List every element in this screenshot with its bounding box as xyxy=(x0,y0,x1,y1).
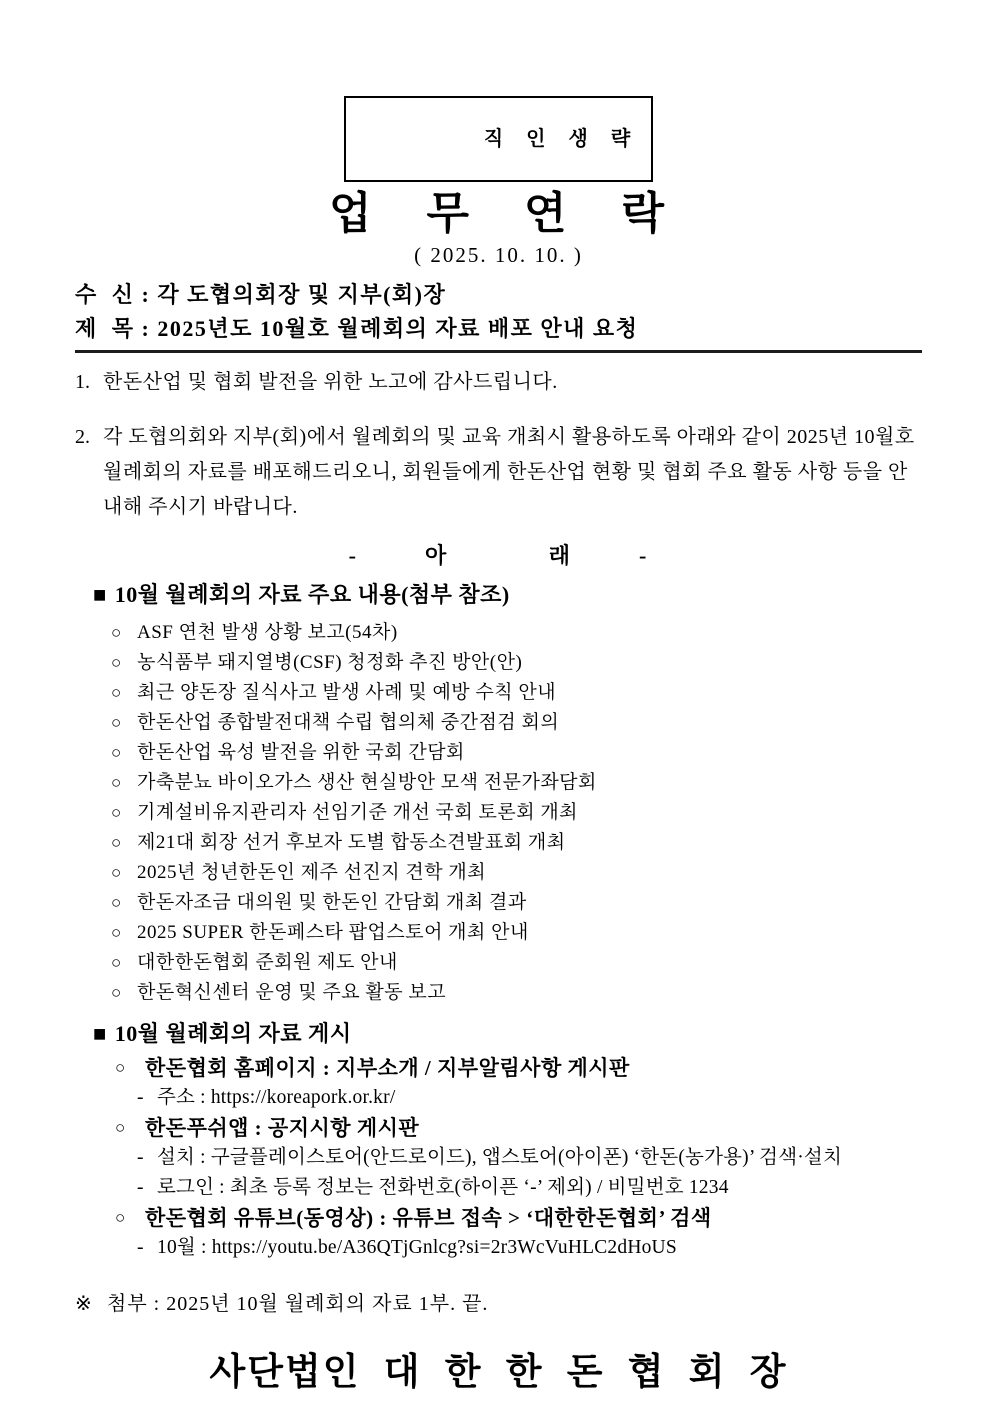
list-item-text: 최근 양돈장 질식사고 발생 사례 및 예방 수칙 안내 xyxy=(137,682,557,703)
circle-bullet-icon: ○ xyxy=(115,1208,126,1227)
group-title-text: 한돈푸쉬앱 : 공지시항 게시판 xyxy=(145,1116,420,1140)
list-item-text: 2025년 청년한돈인 제주 선진지 견학 개최 xyxy=(137,862,487,883)
list-item xyxy=(111,918,922,948)
posting-group-homepage xyxy=(75,1053,922,1113)
sub-item-text: 설치 : 구글플레이스토어(안드로이드), 앱스토어(아이폰) ‘한돈(농가용)’ 검색·설치 xyxy=(157,1147,843,1168)
list-item-text: 농식품부 돼지열병(CSF) 청정화 추진 방안(안) xyxy=(137,652,523,673)
circle-bullet-icon: ○ xyxy=(115,1058,126,1077)
sub-item-text: 로그인 : 최초 등록 정보는 전화번호(하이픈 ‘-’ 제외) / 비밀번호 1234 xyxy=(157,1177,729,1198)
paragraph-1 xyxy=(75,369,922,395)
circle-bullet-icon: ○ xyxy=(111,983,122,1002)
list-item xyxy=(111,978,922,1008)
dash-bullet-icon: - xyxy=(137,1177,144,1198)
circle-bullet-icon: ○ xyxy=(111,893,122,912)
list-item-text: 제21대 회장 선거 후보자 도별 합동소견발표회 개최 xyxy=(137,832,566,853)
list-item-text: 기계설비유지관리자 선임기준 개선 국회 토론회 개최 xyxy=(137,802,579,823)
paragraph-2-number: 2. xyxy=(75,426,90,448)
circle-bullet-icon: ○ xyxy=(111,683,122,702)
document-date: ( 2025. 10. 10. ) xyxy=(414,243,583,267)
circle-bullet-icon: ○ xyxy=(111,713,122,732)
stamp-omitted-text: 직 인 생 략 xyxy=(483,128,634,150)
circle-bullet-icon: ○ xyxy=(111,923,122,942)
body-paragraphs xyxy=(75,369,922,525)
group-title-text: 한돈협회 홈페이지 : 지부소개 / 지부알림사항 게시판 xyxy=(145,1056,630,1080)
list-item xyxy=(111,648,922,678)
paragraph-1-text: 한돈산업 및 협회 발전을 위한 노고에 감사드립니다. xyxy=(103,371,558,393)
attachment-note-text: 첨부 : 2025년 10월 월례회의 자료 1부. 끝. xyxy=(107,1293,489,1315)
list-item-text: 가축분뇨 바이오가스 생산 현실방안 모색 전문가좌담회 xyxy=(137,772,597,793)
document-meta xyxy=(75,282,922,353)
list-item xyxy=(111,948,922,978)
posting-group-youtube xyxy=(75,1203,922,1263)
circle-bullet-icon: ○ xyxy=(111,803,122,822)
list-item xyxy=(111,828,922,858)
header-divider-rule xyxy=(75,350,922,353)
circle-bullet-icon: ○ xyxy=(111,653,122,672)
recipient-line: 수 신 : 각 도협의회장 및 지부(회)장 xyxy=(75,282,447,307)
subject-line: 제 목 : 2025년도 10월호 월례회의 자료 배포 안내 요청 xyxy=(75,316,639,341)
list-item xyxy=(111,888,922,918)
sub-item xyxy=(137,1083,922,1113)
document-header xyxy=(75,96,922,268)
section1-heading xyxy=(93,581,922,608)
list-item xyxy=(111,708,922,738)
list-item-text: 대한한돈협회 준회원 제도 안내 xyxy=(137,952,398,973)
sub-item xyxy=(137,1143,922,1173)
sub-item xyxy=(137,1233,922,1263)
black-square-bullet-icon: ■ xyxy=(93,1021,107,1046)
list-item xyxy=(111,618,922,648)
sub-item-text: 10월 : https://youtu.be/A36QTjGnlcg?si=2r3WcVuHLC2dHoUS xyxy=(157,1237,677,1258)
paragraph-2 xyxy=(75,420,922,525)
section-main-contents xyxy=(75,581,922,1008)
reference-mark-icon: ※ xyxy=(75,1293,93,1315)
circle-bullet-icon: ○ xyxy=(115,1118,126,1137)
list-item-text: 한돈산업 육성 발전을 위한 국회 간담회 xyxy=(137,742,465,763)
circle-bullet-icon: ○ xyxy=(111,623,122,642)
list-item-text: 2025 SUPER 한돈페스타 팝업스토어 개최 안내 xyxy=(137,922,529,943)
list-item-text: 한돈혁신센터 운영 및 주요 활동 보고 xyxy=(137,982,447,1003)
paragraph-2-text: 각 도협의회와 지부(회)에서 월례회의 및 교육 개최시 활용하도록 아래와 같이 2025년 10월호 월례회의 자료를 배포해드리오니, 회원들에게 한돈산업 현황 및 협회 주요 활동 사항 등을 안내해 주시기 바랍니다. xyxy=(103,426,915,518)
list-item-text: 한돈산업 종합발전대책 수립 협의체 중간점검 회의 xyxy=(137,712,560,733)
section-material-posting xyxy=(75,1020,922,1263)
list-item-text: 한돈자조금 대의원 및 한돈인 간담회 개최 결과 xyxy=(137,892,527,913)
section2-heading-text: 10월 월례회의 자료 게시 xyxy=(114,1021,352,1046)
stamp-omitted-box xyxy=(344,96,653,182)
list-item xyxy=(111,738,922,768)
group-title xyxy=(115,1053,922,1083)
list-item xyxy=(111,798,922,828)
section2-groups xyxy=(75,1053,922,1263)
dash-bullet-icon: - xyxy=(137,1237,144,1258)
circle-bullet-icon: ○ xyxy=(111,953,122,972)
list-item-text: ASF 연천 발생 상황 보고(54차) xyxy=(137,622,398,643)
circle-bullet-icon: ○ xyxy=(111,743,122,762)
below-label: - 아 래 - xyxy=(348,543,649,568)
signature-line: 사단법인 대 한 한 돈 협 회 장 xyxy=(209,1352,788,1393)
circle-bullet-icon: ○ xyxy=(111,773,122,792)
circle-bullet-icon: ○ xyxy=(111,833,122,852)
black-square-bullet-icon: ■ xyxy=(93,582,107,607)
section1-heading-text: 10월 월례회의 자료 주요 내용(첨부 참조) xyxy=(114,582,510,607)
section1-item-list xyxy=(75,618,922,1008)
list-item xyxy=(111,858,922,888)
attachment-note xyxy=(75,1291,922,1317)
list-item xyxy=(111,678,922,708)
group-title xyxy=(115,1203,922,1233)
section2-heading xyxy=(93,1020,922,1047)
document-title: 업 무 연 락 xyxy=(328,189,668,238)
group-title-text: 한돈협회 유튜브(동영상) : 유튜브 접속 > ‘대한한돈협회’ 검색 xyxy=(145,1206,712,1230)
sub-item-text: 주소 : https://koreapork.or.kr/ xyxy=(157,1087,396,1108)
group-title xyxy=(115,1113,922,1143)
posting-group-push-app xyxy=(75,1113,922,1203)
list-item xyxy=(111,768,922,798)
sub-item xyxy=(137,1173,922,1203)
paragraph-1-number: 1. xyxy=(75,371,90,393)
circle-bullet-icon: ○ xyxy=(111,863,122,882)
dash-bullet-icon: - xyxy=(137,1087,144,1108)
dash-bullet-icon: - xyxy=(137,1147,144,1168)
